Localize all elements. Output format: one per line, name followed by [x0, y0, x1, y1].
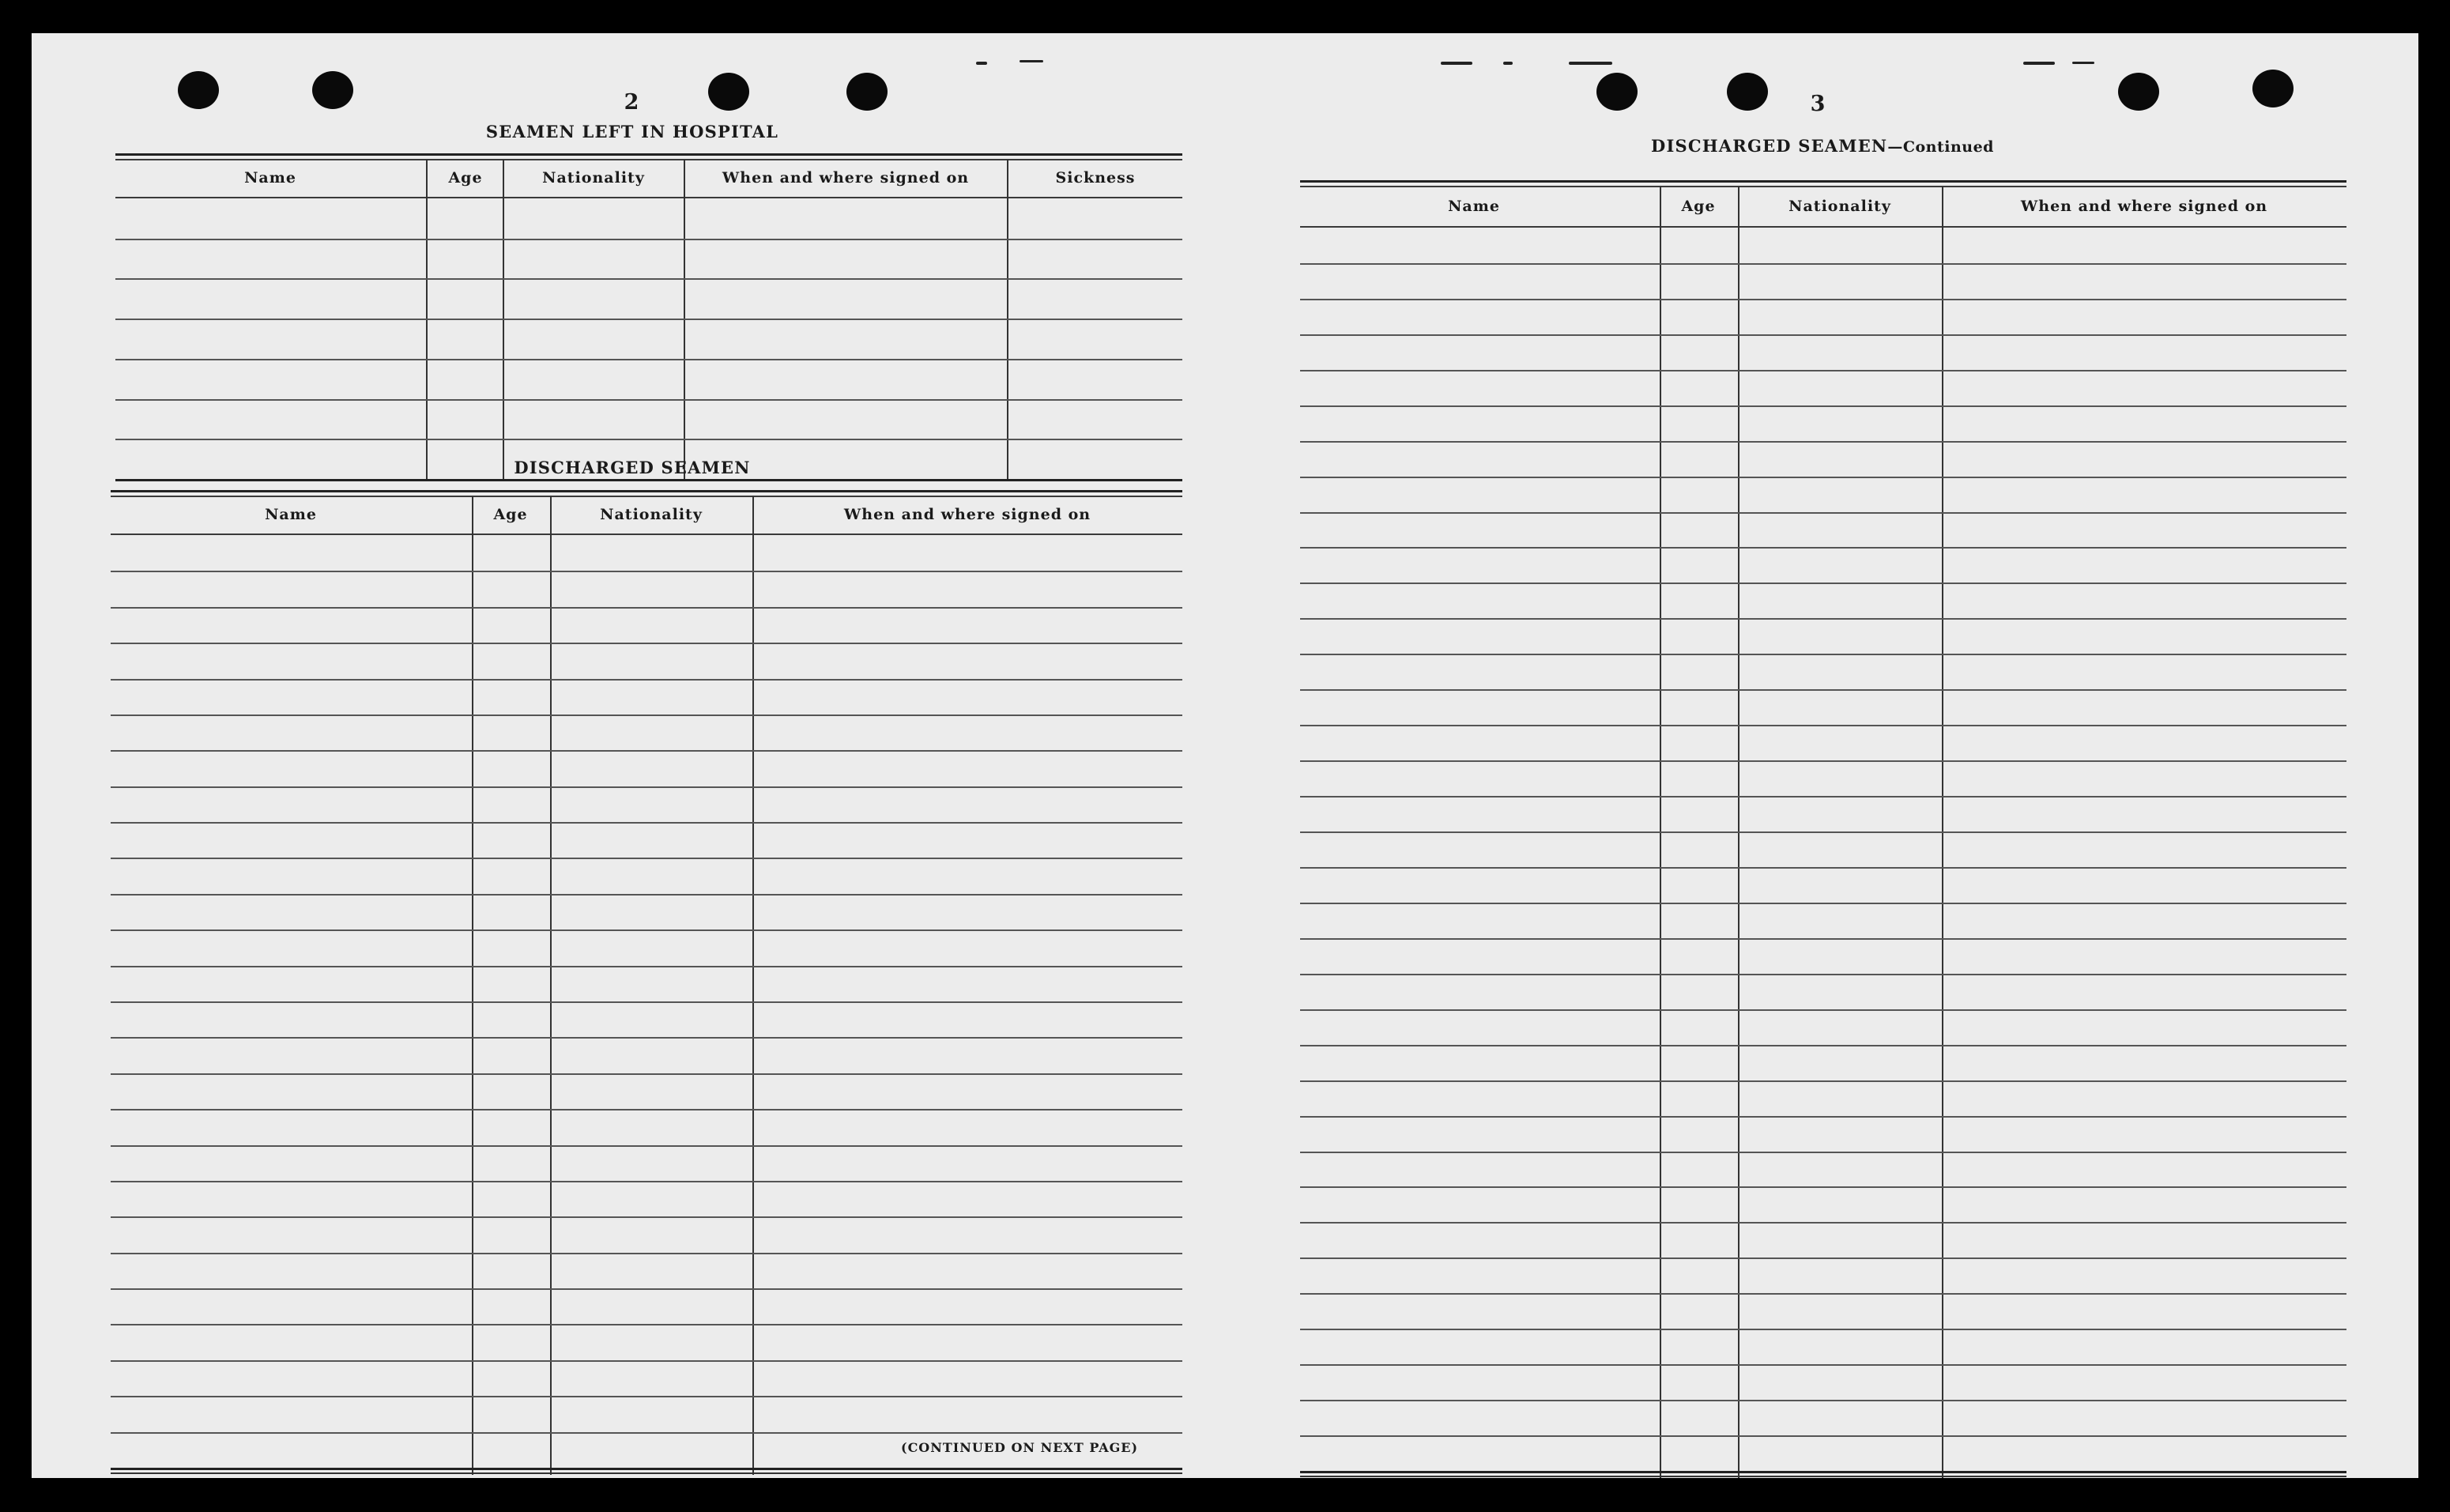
table-row-line	[111, 894, 1182, 896]
page-number: 2	[624, 90, 639, 115]
table-row-line	[111, 1216, 1182, 1218]
section-title-suffix: —Continued	[1887, 138, 1994, 156]
hospital-table	[115, 153, 1182, 479]
table-row-line	[1300, 1009, 2346, 1011]
header-bottom-rule	[115, 197, 1182, 198]
punch-hole	[846, 73, 888, 111]
section-title-discharged: DISCHARGED SEAMEN	[514, 458, 751, 477]
table-row-line	[1300, 1435, 2346, 1437]
column-header-age: Age	[1681, 198, 1716, 215]
table-row-line	[1300, 974, 2346, 975]
table-row-line	[1300, 1400, 2346, 1401]
table-row-line	[1300, 263, 2346, 265]
table-row-line	[111, 1432, 1182, 1434]
column-header-signed-on: When and where signed on	[722, 169, 970, 187]
table-bottom-rule	[1300, 1476, 2346, 1477]
table-top-rule	[1300, 180, 2346, 183]
punch-hole	[1596, 73, 1638, 111]
table-row-line	[1300, 334, 2346, 336]
column-header-nationality: Nationality	[542, 169, 645, 187]
table-row-line	[111, 571, 1182, 572]
table-row-line	[1300, 1080, 2346, 1082]
table-row-line	[1300, 405, 2346, 407]
table-row-line	[1300, 618, 2346, 620]
table-row-line	[1300, 689, 2346, 691]
discharged-table	[111, 490, 1182, 1475]
table-row-line	[111, 1145, 1182, 1147]
column-header-nationality: Nationality	[1788, 198, 1891, 215]
table-row-line	[1300, 760, 2346, 762]
table-row-line	[115, 239, 1182, 240]
table-row-line	[1300, 547, 2346, 549]
column-header-age: Age	[493, 506, 528, 523]
table-row-line	[1300, 1293, 2346, 1295]
punch-hole	[2252, 70, 2294, 107]
table-row-line	[1300, 441, 2346, 443]
table-row-line	[1300, 299, 2346, 300]
punch-hole	[708, 73, 749, 111]
column-header-nationality: Nationality	[600, 506, 703, 523]
table-row-line	[1300, 512, 2346, 514]
header-bottom-rule	[1300, 226, 2346, 228]
table-row-line	[111, 858, 1182, 859]
punch-hole	[178, 71, 219, 109]
table-bottom-rule	[111, 1472, 1182, 1474]
table-row-line	[1300, 1045, 2346, 1046]
table-row-line	[1300, 1364, 2346, 1366]
column-header-name: Name	[1448, 198, 1500, 215]
punch-hole	[312, 71, 353, 109]
ink-speck	[2023, 62, 2055, 65]
table-row-line	[111, 607, 1182, 609]
table-row-line	[1300, 583, 2346, 584]
punch-hole	[1727, 73, 1768, 111]
table-row-line	[111, 1360, 1182, 1362]
column-header-name: Name	[265, 506, 317, 523]
page-number: 3	[1810, 92, 1826, 116]
table-row-line	[1300, 1257, 2346, 1259]
discharged-continued-table	[1300, 180, 2346, 1478]
ink-speck	[1569, 62, 1612, 65]
table-row-line	[1300, 370, 2346, 371]
table-bottom-rule	[111, 1468, 1182, 1470]
table-row-line	[111, 1037, 1182, 1039]
table-row-line	[1300, 867, 2346, 869]
table-row-line	[111, 786, 1182, 788]
section-title-text: DISCHARGED SEAMEN	[1651, 136, 1888, 156]
table-bottom-rule	[115, 479, 1182, 481]
table-row-line	[111, 679, 1182, 681]
punch-hole	[2118, 73, 2159, 111]
table-row-line	[1300, 1186, 2346, 1188]
table-row-line	[1300, 477, 2346, 478]
table-row-line	[115, 278, 1182, 280]
table-top-rule	[115, 159, 1182, 160]
table-row-line	[1300, 654, 2346, 655]
table-row-line	[111, 822, 1182, 824]
table-row-line	[115, 319, 1182, 320]
table-top-rule	[111, 496, 1182, 497]
table-row-line	[111, 715, 1182, 716]
ink-speck	[1503, 62, 1513, 65]
table-row-line	[1300, 938, 2346, 940]
column-header-name: Name	[244, 169, 296, 187]
table-row-line	[111, 1253, 1182, 1254]
table-top-rule	[115, 153, 1182, 156]
form-sheet	[32, 33, 2418, 1478]
table-row-line	[1300, 1152, 2346, 1153]
column-header-age: Age	[448, 169, 483, 187]
ink-speck	[2072, 62, 2094, 64]
section-title-discharged-continued	[1651, 136, 1994, 156]
ink-speck	[1020, 60, 1043, 62]
table-row-line	[115, 399, 1182, 401]
table-row-line	[111, 929, 1182, 931]
table-row-line	[111, 1109, 1182, 1110]
table-row-line	[111, 1396, 1182, 1397]
header-bottom-rule	[111, 534, 1182, 535]
table-row-line	[1300, 831, 2346, 833]
table-bottom-rule	[1300, 1471, 2346, 1473]
table-row-line	[1300, 796, 2346, 797]
table-top-rule	[1300, 186, 2346, 187]
continued-note: (CONTINUED ON NEXT PAGE)	[901, 1440, 1139, 1455]
table-row-line	[111, 966, 1182, 967]
table-row-line	[111, 643, 1182, 644]
ink-speck	[1441, 62, 1472, 65]
table-row-line	[111, 1073, 1182, 1075]
ink-speck	[976, 62, 987, 65]
table-row-line	[1300, 903, 2346, 904]
table-row-line	[1300, 725, 2346, 726]
table-row-line	[111, 1001, 1182, 1003]
table-row-line	[1300, 1329, 2346, 1330]
column-header-sickness: Sickness	[1055, 169, 1136, 187]
table-row-line	[115, 359, 1182, 360]
table-row-line	[111, 750, 1182, 752]
table-row-line	[111, 1324, 1182, 1325]
table-row-line	[1300, 1116, 2346, 1118]
section-title-hospital: SEAMEN LEFT IN HOSPITAL	[485, 122, 779, 141]
column-header-signed-on: When and where signed on	[2020, 198, 2268, 215]
table-row-line	[111, 1181, 1182, 1182]
column-header-signed-on: When and where signed on	[843, 506, 1091, 523]
table-top-rule	[111, 490, 1182, 492]
table-row-line	[111, 1288, 1182, 1290]
table-row-line	[115, 439, 1182, 440]
table-row-line	[1300, 1222, 2346, 1224]
